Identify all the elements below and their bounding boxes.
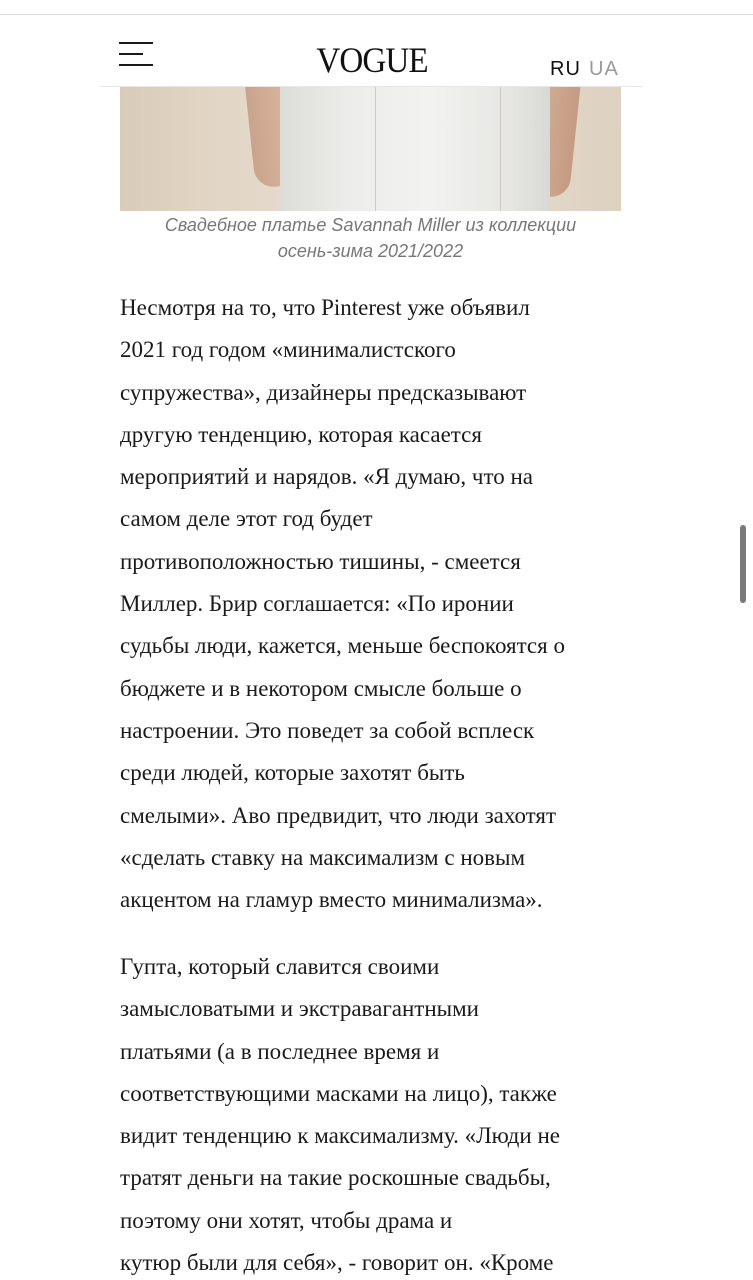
photo-seam (500, 87, 501, 211)
photo-dress (280, 87, 550, 211)
article-photo (120, 87, 621, 211)
vogue-logo[interactable]: VOGUE (316, 40, 428, 80)
hamburger-menu-icon[interactable] (119, 42, 153, 66)
language-ru[interactable]: RU (550, 58, 581, 80)
scrollbar-thumb[interactable] (740, 525, 746, 603)
header-divider (100, 86, 642, 87)
article-paragraph-2: Гупта, который славится своими замысловатыми и экстравагантными платьями (а в последнее время и соответствующими масками на лицо), также видит тенденцию к максимализму. «Люди не тратят деньги на такие роскошные свадьбы, поэтому они хотят, чтобы драма и кутюр были для себя», - говорит он. «Кроме (120, 954, 560, 1276)
language-ua[interactable]: UA (589, 58, 619, 80)
article-paragraph-1: Несмотря на то, что Pinterest уже объявил 2021 год годом «минималистского супружества», дизайнеры предсказывают другую тенденцию, которая касается мероприятий и нарядов. «Я думаю, что на самом деле этот год будет противоположностью тишины, - смеется Миллер. Брир соглашается: «По иронии судьбы люди, кажется, меньше беспокоятся о бюджете и в некотором смысле больше о настроении. Это поведет за собой всплеск среди людей, которые захотят быть смелыми». Аво предвидит, что люди захотят «сделать ставку на максимализм с новым акцентом на гламур вместо минимализма». (120, 295, 565, 913)
site-header (0, 15, 753, 87)
photo-caption: Свадебное платье Savannah Miller из коллекции осень-зима 2021/2022 (164, 215, 577, 261)
photo-seam (375, 87, 376, 211)
